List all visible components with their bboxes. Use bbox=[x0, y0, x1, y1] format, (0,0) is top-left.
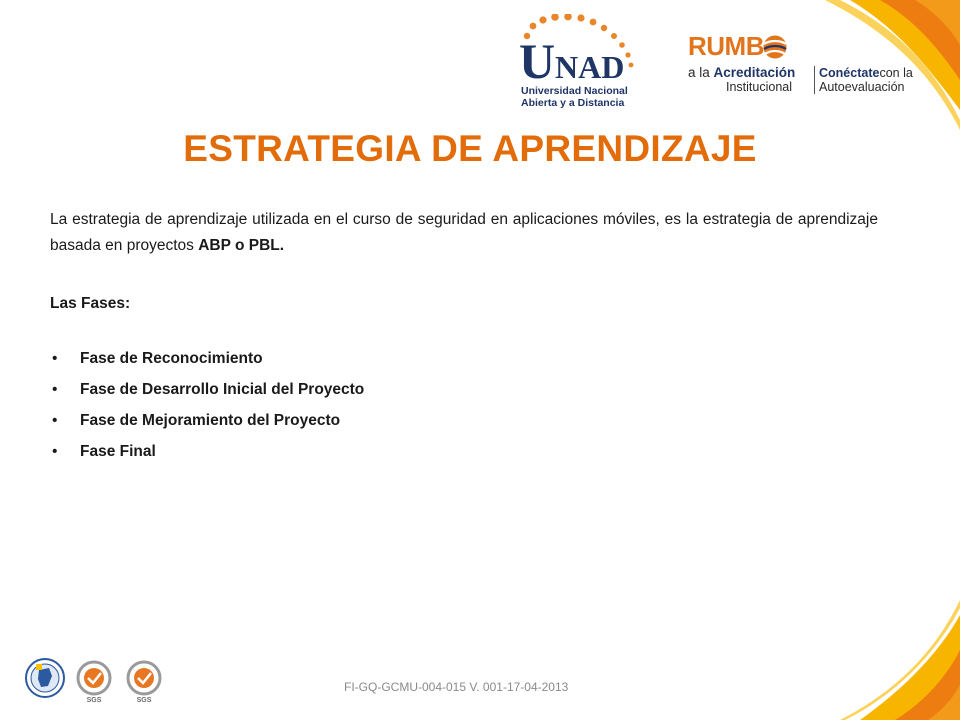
intro-text: La estrategia de aprendizaje utilizada en el curso de seguridad en aplicaciones móviles, es la estrategia de aprendizaje basada en proyectos bbox=[50, 211, 878, 254]
intro-bold: ABP o PBL. bbox=[198, 237, 285, 254]
rumbo-right-suffix: con la bbox=[879, 66, 913, 80]
phase-label: Fase de Desarrollo Inicial del Proyecto bbox=[80, 381, 365, 398]
list-item bbox=[50, 441, 878, 463]
rumbo-globe-icon bbox=[762, 34, 788, 60]
rumbo-right-line2: Autoevaluación bbox=[819, 80, 905, 94]
rumbo-line1-bold: Acreditación bbox=[713, 65, 796, 80]
slide-title: ESTRATEGIA DE APRENDIZAJE bbox=[183, 128, 757, 169]
list-item bbox=[50, 410, 878, 432]
rumbo-line1-prefix: a la bbox=[688, 65, 714, 80]
sgs-cert-icon bbox=[78, 662, 110, 704]
list-item bbox=[50, 348, 878, 370]
svg-text:NAD: NAD bbox=[555, 49, 625, 84]
phase-label: Fase Final bbox=[80, 443, 156, 460]
rumbo-logo bbox=[686, 32, 926, 98]
rumbo-tagline-line2: Institucional bbox=[726, 80, 793, 94]
rumbo-right-bold: Conéctate bbox=[819, 66, 880, 80]
colombia-seal-icon bbox=[26, 659, 64, 697]
document-code: FI-GQ-GCMU-004-015 V. 001-17-04-2013 bbox=[344, 680, 569, 694]
phases-heading: Las Fases: bbox=[50, 295, 131, 312]
unad-subtitle bbox=[521, 85, 628, 109]
phase-label: Fase de Reconocimiento bbox=[80, 350, 263, 367]
bullet-icon: • bbox=[52, 412, 58, 429]
intro-paragraph bbox=[50, 207, 878, 259]
list-item bbox=[50, 379, 878, 401]
sgs-label: SGS bbox=[136, 697, 152, 704]
rumbo-wordmark: RUMB bbox=[688, 31, 764, 61]
rumbo-separator bbox=[814, 66, 815, 94]
unad-logo bbox=[515, 14, 645, 110]
rumbo-tagline-line1 bbox=[688, 65, 795, 81]
unad-subtitle-line2: Abierta y a Distancia bbox=[521, 97, 625, 109]
sgs-label: SGS bbox=[86, 697, 102, 704]
phase-list bbox=[50, 348, 878, 463]
bullet-icon: • bbox=[52, 350, 58, 367]
bullet-icon: • bbox=[52, 381, 58, 398]
unad-subtitle-line1: Universidad Nacional bbox=[521, 85, 628, 97]
phase-label: Fase de Mejoramiento del Proyecto bbox=[80, 412, 341, 429]
bullet-icon: • bbox=[52, 443, 58, 460]
corner-ribbon-bottom-right bbox=[840, 600, 960, 720]
sgs-cert-icon bbox=[128, 662, 160, 704]
certification-logos bbox=[24, 656, 174, 706]
rumbo-right-line1 bbox=[819, 66, 913, 80]
slide-content bbox=[50, 207, 878, 472]
svg-text:U: U bbox=[519, 33, 556, 84]
unad-wordmark-icon bbox=[515, 14, 645, 84]
